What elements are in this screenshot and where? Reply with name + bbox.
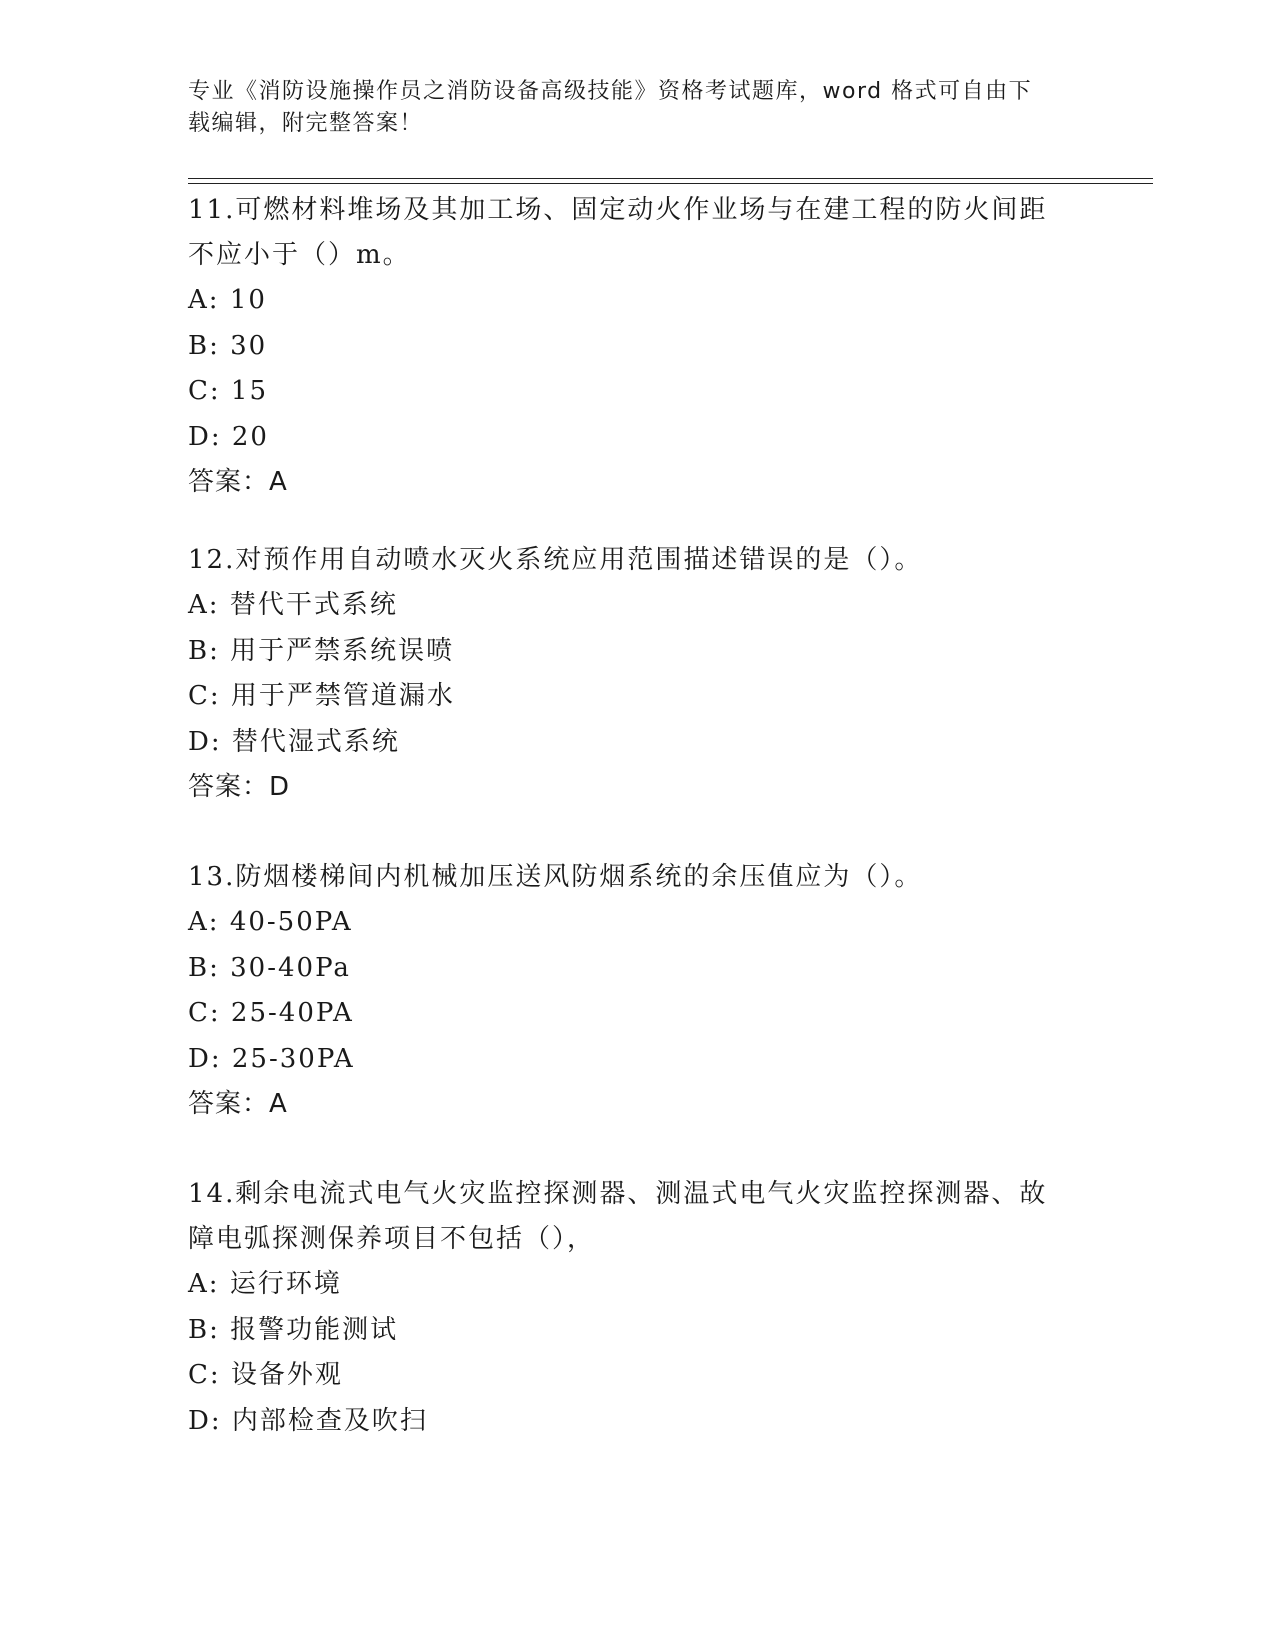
option-text: 30-40Pa	[230, 952, 351, 983]
header-divider-top	[188, 178, 1153, 179]
option-label: C:	[188, 998, 221, 1028]
question-12	[188, 538, 1088, 810]
question-13	[188, 855, 1088, 1127]
option-label: C:	[188, 681, 221, 711]
option-c	[188, 369, 1088, 415]
option-a	[188, 583, 1088, 629]
option-label: A:	[188, 907, 220, 937]
option-label: B:	[188, 952, 220, 983]
question-stem-continued: 不应小于（）m。	[188, 240, 411, 270]
option-text: 40-50PA	[229, 907, 353, 937]
option-label: B:	[188, 635, 220, 666]
option-label: D:	[188, 1405, 222, 1436]
option-label: D:	[188, 421, 222, 452]
option-text: 用于严禁管道漏水	[230, 681, 455, 711]
option-text: 10	[229, 285, 267, 315]
option-text: 报警功能测试	[230, 1314, 399, 1345]
option-text: 用于严禁系统误喷	[230, 635, 455, 666]
option-b	[188, 324, 1088, 370]
option-text: 设备外观	[230, 1360, 343, 1390]
option-text: 内部检查及吹扫	[231, 1405, 428, 1436]
option-text: 运行环境	[229, 1269, 342, 1299]
option-b	[188, 946, 1088, 992]
option-a	[188, 900, 1088, 946]
intro-line-1: 专业《消防设施操作员之消防设备高级技能》资格考试题库，word 格式可自由下	[188, 79, 1033, 104]
document-intro	[188, 76, 1088, 140]
option-d	[188, 415, 1088, 461]
option-label: A:	[188, 285, 220, 315]
option-label: C:	[188, 376, 221, 406]
option-text: 25-30PA	[231, 1043, 355, 1074]
option-text: 25-40PA	[230, 998, 354, 1028]
question-stem: 13.防烟楼梯间内机械加压送风防烟系统的余压值应为（）。	[188, 862, 923, 892]
option-label: A:	[188, 590, 220, 620]
option-a	[188, 278, 1088, 324]
answer: 答案：A	[188, 1089, 288, 1119]
option-a	[188, 1262, 1088, 1308]
header-divider-bottom	[188, 183, 1153, 184]
question-stem: 11.可燃材料堆场及其加工场、固定动火作业场与在建工程的防火间距	[188, 195, 1048, 225]
question-stem: 12.对预作用自动喷水灭火系统应用范围描述错误的是（）。	[188, 545, 923, 575]
option-label: B:	[188, 330, 220, 361]
option-c	[188, 1353, 1088, 1399]
option-d	[188, 1399, 1088, 1445]
option-label: D:	[188, 726, 222, 757]
option-d	[188, 720, 1088, 766]
option-b	[188, 629, 1088, 675]
question-14	[188, 1172, 1088, 1444]
option-d	[188, 1037, 1088, 1083]
option-label: D:	[188, 1043, 222, 1074]
option-b	[188, 1308, 1088, 1354]
option-text: 20	[231, 421, 269, 452]
option-c	[188, 674, 1088, 720]
option-c	[188, 991, 1088, 1037]
option-label: A:	[188, 1269, 220, 1299]
option-text: 替代湿式系统	[231, 726, 400, 757]
option-label: C:	[188, 1360, 221, 1390]
option-text: 15	[230, 376, 269, 406]
option-label: B:	[188, 1314, 220, 1345]
question-stem-continued: 障电弧探测保养项目不包括（），	[188, 1224, 596, 1254]
question-11	[188, 188, 1088, 505]
option-text: 30	[230, 330, 268, 361]
answer: 答案：A	[188, 467, 288, 497]
answer: 答案：D	[188, 772, 291, 802]
intro-line-2: 载编辑，附完整答案！	[188, 111, 424, 136]
question-stem: 14.剩余电流式电气火灾监控探测器、测温式电气火灾监控探测器、故	[188, 1179, 1048, 1209]
option-text: 替代干式系统	[229, 590, 398, 620]
